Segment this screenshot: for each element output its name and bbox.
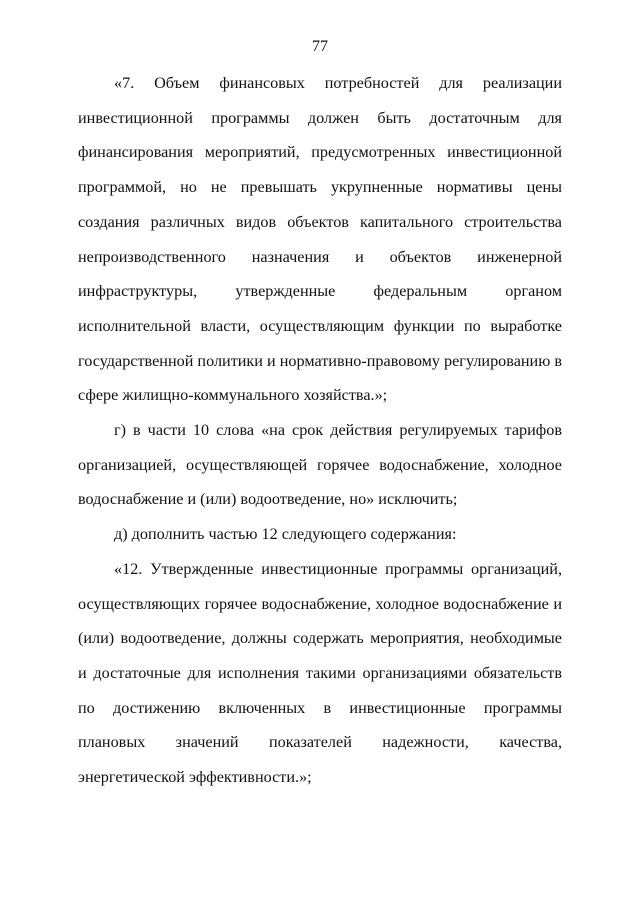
document-body: [78, 66, 562, 795]
page-number: 77: [312, 38, 328, 55]
paragraph-part-10-amendment: г) в части 10 слова «на срок действия регулируемых тарифов организацией, осуществляющей горячее водоснабжение, холодное водоснабжение и (или) водоотведение, но» исключить;: [78, 421, 562, 509]
paragraph-investment-volume: «7. Объем финансовых потребностей для реализации инвестиционной программы должен быть достаточным для финансирования мероприятий, предусмотренных инвестиционной программой, но не превышать укрупненные нормативы цены создания различных видов объектов капитального строительства непроизводственного назначения и объектов инженерной инфраструктуры, утвержденные федеральным органом исполнительной власти, осуществляющим функции по выработке государственной политики и нормативно-правовому регулированию в сфере жилищно-коммунального хозяйства.»;: [78, 74, 562, 405]
paragraph-part-12-addition: д) дополнить частью 12 следующего содержания:: [114, 525, 457, 544]
paragraph-part-12-text: «12. Утвержденные инвестиционные программы организаций, осуществляющих горячее водоснабжение, холодное водоснабжение и (или) водоотведение, должны содержать мероприятия, необходимые и достаточные для исполнения такими организациями обязательств по достижению включенных в инвестиционные программы плановых значений показателей надежности, качества, энергетической эффективности.»;: [78, 559, 562, 787]
